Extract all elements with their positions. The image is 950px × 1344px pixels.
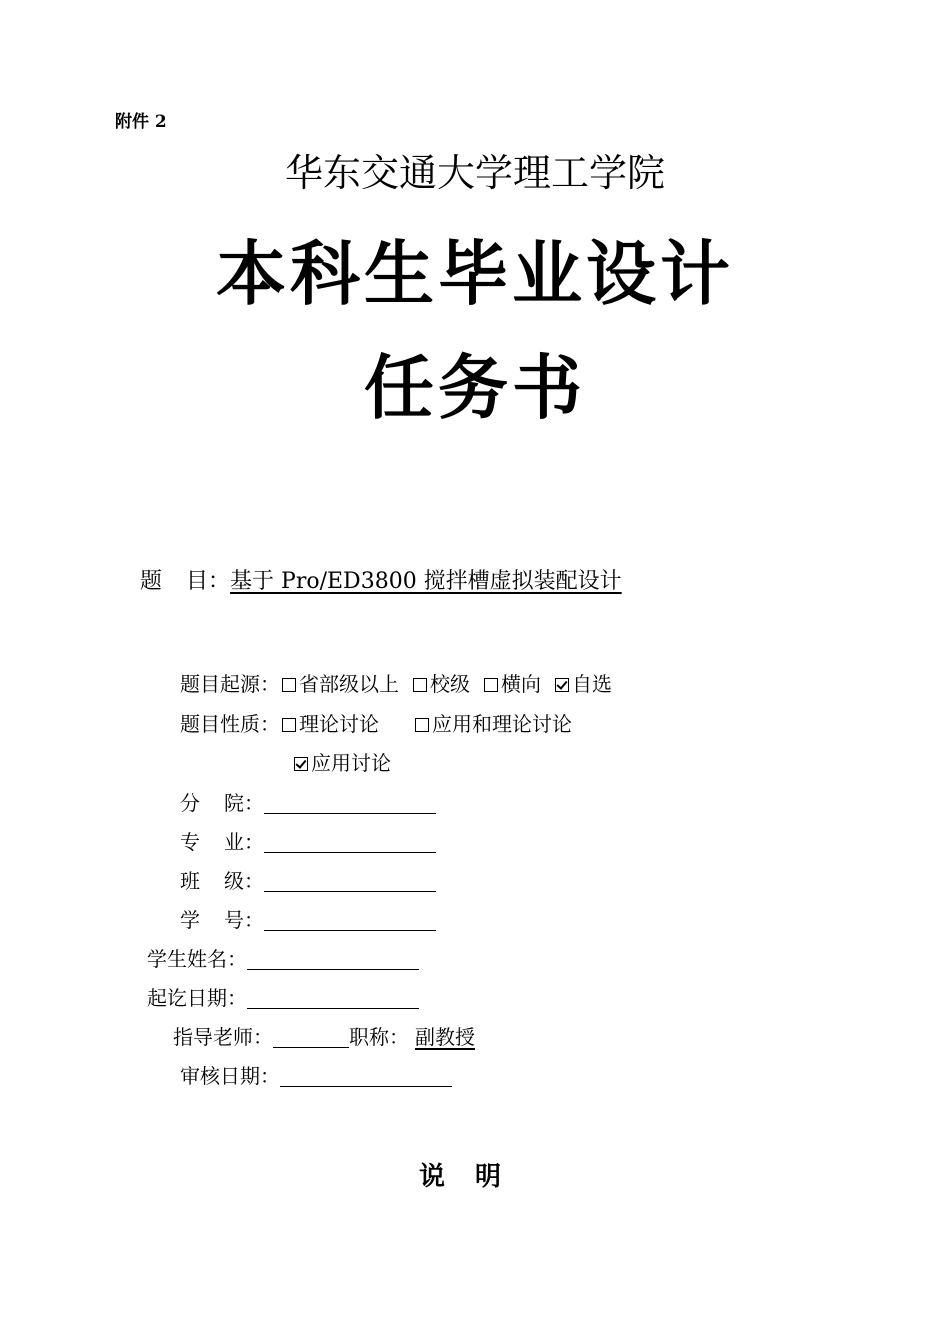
major-row [180, 826, 436, 855]
attachment-label: 附件 2 [115, 112, 167, 132]
nature-row [180, 708, 572, 737]
checkbox-applied[interactable] [294, 757, 308, 771]
class-row [180, 865, 436, 894]
advisor-title-value: 副教授 [415, 1025, 475, 1049]
dates-label: 起讫日期： [147, 986, 247, 1010]
class-label-b: 级： [224, 869, 264, 893]
advisor-row [173, 1021, 497, 1050]
option-provincial: 省部级以上 [299, 672, 399, 696]
option-applied: 应用讨论 [311, 751, 391, 775]
student-name-label: 学生姓名： [147, 947, 247, 971]
review-date-blank[interactable] [280, 1066, 452, 1087]
student-id-blank[interactable] [264, 910, 436, 931]
advisor-blank[interactable] [273, 1027, 349, 1048]
school-name: 华东交通大学理工学院 [284, 151, 665, 195]
topic-label-a: 题 [140, 569, 163, 594]
source-row [180, 668, 612, 697]
review-date-label: 审核日期： [180, 1064, 280, 1088]
student-id-label-b: 号： [224, 908, 264, 932]
dates-row [147, 982, 419, 1011]
option-horizontal: 横向 [501, 672, 541, 696]
student-name-row [147, 943, 419, 972]
topic-value: 基于 Pro/ED3800 搅拌槽虚拟装配设计 [230, 569, 622, 594]
checkbox-horizontal[interactable] [484, 678, 498, 692]
major-blank[interactable] [264, 832, 436, 853]
document-subtitle: 任务书 [364, 346, 586, 429]
college-blank[interactable] [264, 793, 436, 814]
student-name-blank[interactable] [247, 949, 419, 970]
college-label-a: 分 [180, 791, 200, 815]
checkbox-theory[interactable] [282, 718, 296, 732]
advisor-title-label: 职称： [349, 1025, 409, 1049]
dates-blank[interactable] [247, 988, 419, 1009]
major-label-b: 业： [224, 830, 264, 854]
option-self-selected: 自选 [572, 672, 612, 696]
document-title: 本科生毕业设计 [216, 232, 734, 315]
college-label-b: 院： [224, 791, 264, 815]
class-label-a: 班 [180, 869, 200, 893]
topic-label-b: 目： [186, 569, 231, 594]
review-date-row [180, 1060, 452, 1089]
major-label-a: 专 [180, 830, 200, 854]
student-id-row [180, 904, 436, 933]
option-school: 校级 [430, 672, 470, 696]
class-blank[interactable] [264, 871, 436, 892]
checkbox-school[interactable] [413, 678, 427, 692]
student-id-label-a: 学 [180, 908, 200, 932]
checkbox-applied-theory[interactable] [415, 718, 429, 732]
nature-row-2 [292, 747, 391, 776]
advisor-label: 指导老师： [173, 1025, 273, 1049]
nature-label: 题目性质： [180, 712, 280, 736]
explanation-heading: 说明 [418, 1162, 531, 1192]
option-applied-theory: 应用和理论讨论 [432, 712, 572, 736]
topic-row [140, 564, 622, 595]
checkbox-self-selected[interactable] [555, 678, 569, 692]
college-row [180, 787, 436, 816]
option-theory: 理论讨论 [299, 712, 379, 736]
source-label: 题目起源： [180, 672, 280, 696]
checkbox-provincial[interactable] [282, 678, 296, 692]
